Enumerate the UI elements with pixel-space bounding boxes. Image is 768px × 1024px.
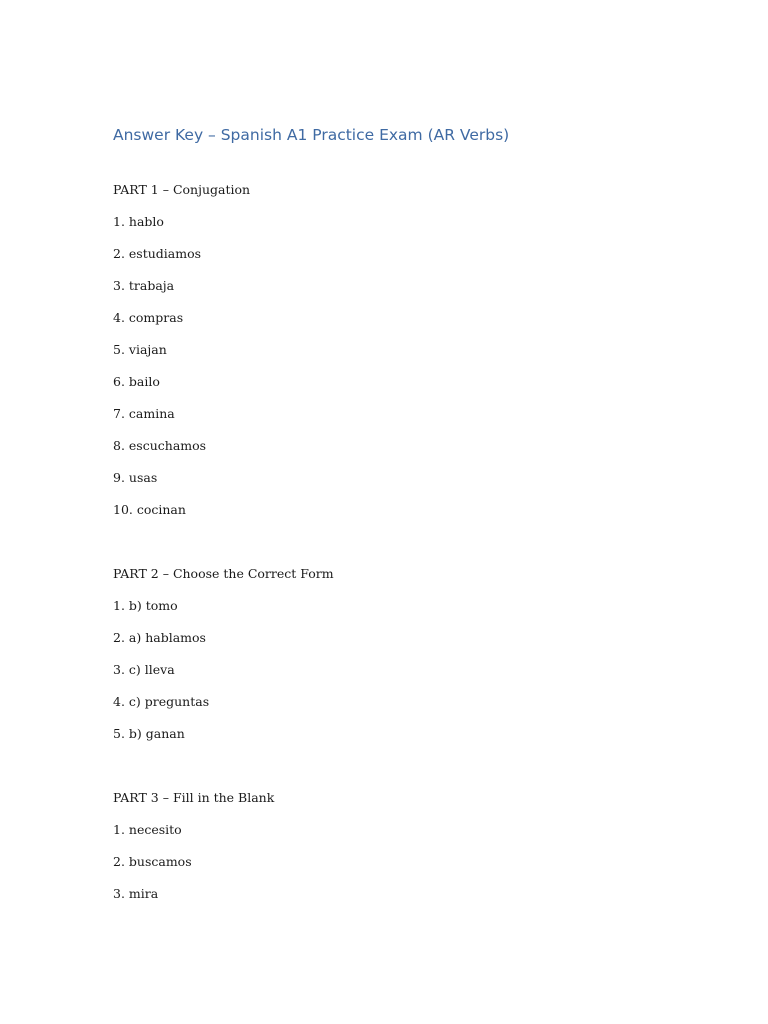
part3-answer-3: 3. mira xyxy=(113,886,159,901)
part1-answer-7: 7. camina xyxy=(113,406,175,421)
part3-heading: PART 3 – Fill in the Blank xyxy=(113,790,275,805)
part2-answer-3: 3. c) lleva xyxy=(113,662,175,677)
part1-answer-2: 2. estudiamos xyxy=(113,246,202,261)
part2-answer-2: 2. a) hablamos xyxy=(113,630,206,645)
part3-answer-2: 2. buscamos xyxy=(113,854,192,869)
part1-answer-1: 1. hablo xyxy=(113,214,164,229)
part1-answer-9: 9. usas xyxy=(113,470,158,485)
part1-heading: PART 1 – Conjugation xyxy=(113,182,251,197)
part1-answer-10: 10. cocinan xyxy=(113,502,186,517)
part2-answer-5: 5. b) ganan xyxy=(113,726,185,741)
part1-answer-8: 8. escuchamos xyxy=(113,438,207,453)
part1-answer-4: 4. compras xyxy=(113,310,184,325)
part1-answer-3: 3. trabaja xyxy=(113,278,175,293)
part2-answer-1: 1. b) tomo xyxy=(113,598,178,613)
part2-heading: PART 2 – Choose the Correct Form xyxy=(113,566,334,581)
part3-answer-1: 1. necesito xyxy=(113,822,182,837)
part1-answer-5: 5. viajan xyxy=(113,342,167,357)
part1-answer-6: 6. bailo xyxy=(113,374,160,389)
document-title: Answer Key – Spanish A1 Practice Exam (AR Verbs) xyxy=(113,126,510,144)
part2-answer-4: 4. c) preguntas xyxy=(113,694,210,709)
